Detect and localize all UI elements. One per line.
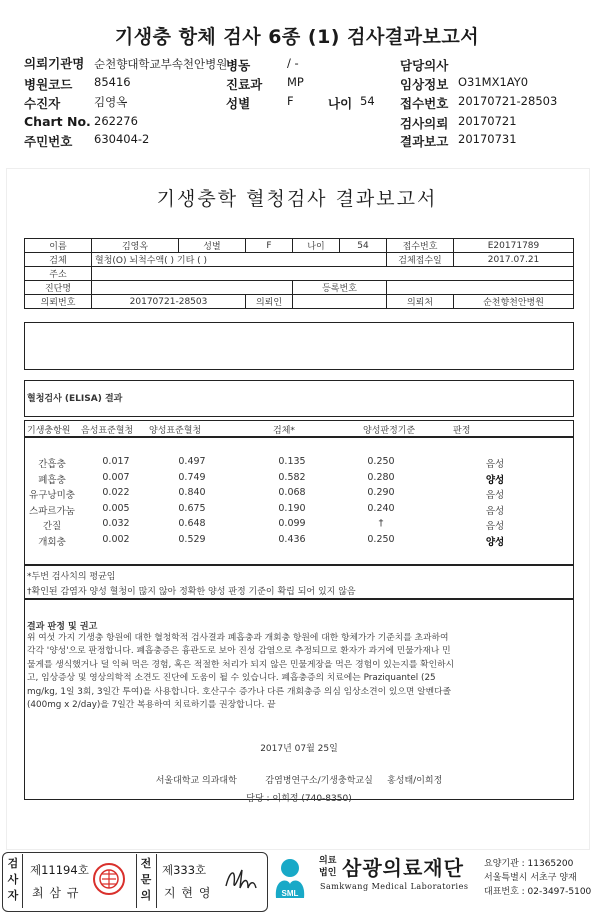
value-request-date: 20170721 xyxy=(458,114,517,128)
result-row xyxy=(24,487,574,502)
label-report-date: 결과보고 xyxy=(400,134,449,149)
result-cell-result: 음성 xyxy=(485,490,505,502)
pathologist-name: 지 현 영 xyxy=(164,886,212,900)
result-cell-result: 양성 xyxy=(485,474,505,486)
result-cell-neg: 0.002 xyxy=(102,534,130,545)
info-name-label: 이름 xyxy=(25,239,92,253)
conclusion-line: 물게를 생식했거나 덜 익혀 먹은 경험, 혹은 적절한 처리가 되지 않은 민물게장을 먹은 경험이 있는지를 확인하시 xyxy=(27,659,455,670)
logo-small-2: 법인 xyxy=(319,868,337,878)
info-recv-label: 접수번호 xyxy=(387,239,454,253)
company-address: 서울특별시 서초구 양재 xyxy=(484,873,577,883)
svg-text:SML: SML xyxy=(281,889,299,898)
conclusion-box xyxy=(24,598,574,804)
info-inst-label: 의뢰처 xyxy=(387,295,454,309)
info-name: 김영옥 xyxy=(92,239,179,253)
pathologist-no: 제333호 xyxy=(162,863,207,877)
label-request-date: 검사의뢰 xyxy=(400,116,449,131)
result-cell-cutoff: 0.250 xyxy=(367,456,395,467)
info-doctor-label: 의뢰인 xyxy=(246,295,293,309)
value-report-date: 20170731 xyxy=(458,132,517,146)
result-cell-pos: 0.497 xyxy=(178,456,206,467)
value-sex: F xyxy=(287,94,294,108)
info-address xyxy=(92,267,574,281)
contact-line: 담당 : 이희정 (740-8350) xyxy=(246,794,352,804)
pathologist-label: 전문의 xyxy=(140,857,152,902)
label-age: 나이 xyxy=(328,96,353,111)
conclusion-line: 각각 '양성'으로 판정합니다. 폐흡충증은 흉관도로 보아 진성 감염으로 추정되므로 환자가 과거에 민물가재나 민 xyxy=(27,646,451,657)
info-age: 54 xyxy=(340,239,387,253)
result-row xyxy=(24,518,574,533)
value-age: 54 xyxy=(360,94,375,108)
label-sex: 성별 xyxy=(226,96,251,111)
note-average: *두번 검사치의 평균임 xyxy=(27,572,116,582)
elisa-title-box xyxy=(24,380,574,417)
info-diagnosis xyxy=(92,281,293,295)
sml-logo-icon xyxy=(272,854,318,902)
label-chart-no: Chart No. xyxy=(24,114,91,129)
company-name: 삼광의료재단 xyxy=(342,856,464,880)
result-cell-pos: 0.648 xyxy=(178,518,206,530)
result-cell-neg: 0.007 xyxy=(102,471,130,483)
result-cell-result: 음성 xyxy=(485,459,505,470)
result-cell-cutoff: 0.280 xyxy=(367,471,395,483)
col-antigen: 기생충항원 xyxy=(27,426,71,436)
result-cell-antigen: 개회충 xyxy=(38,537,66,548)
inspector-label: 검사자 xyxy=(7,857,19,902)
divider xyxy=(22,854,23,908)
company-name-en: Samkwang Medical Laboratories xyxy=(320,882,469,891)
info-recv: E20171789 xyxy=(454,239,574,253)
label-department: 진료과 xyxy=(226,77,263,92)
result-cell-cutoff: 0.240 xyxy=(367,502,395,514)
logo-small-1: 의료 xyxy=(319,856,337,866)
conclusion-line: (400mg x 2/day)을 7일간 복용하여 치료하기를 권장합니다. 끝 xyxy=(27,700,276,711)
info-req-label: 의뢰번호 xyxy=(25,295,92,309)
col-sample: 검체* xyxy=(273,426,295,436)
org-line: 서울대학교 의과대학 감염병연구소/기생충학교실 홍성태/이희정 xyxy=(155,776,443,786)
col-positive-std: 양성표준혈청 xyxy=(149,426,202,436)
label-clinical-info: 임상정보 xyxy=(400,77,449,92)
info-specimen-label: 검체 xyxy=(25,253,92,267)
conclusion-line: 고, 임상증상 및 영상의학적 소견도 진단에 도움이 될 수 있습니다. 폐흡충증의 치료에는 Praziquantel (25 xyxy=(27,673,436,684)
info-age-label: 나이 xyxy=(293,239,340,253)
result-cell-sample: 0.190 xyxy=(278,502,306,514)
report-title: 기생충 항체 검사 6종 (1) 검사결과보고서 xyxy=(114,26,480,48)
result-cell-cutoff: † xyxy=(378,518,384,530)
value-institution: 순천향대학교부속천안병원 xyxy=(94,57,228,71)
sheet-title: 기생충학 혈청검사 결과보고서 xyxy=(156,188,438,210)
result-cell-antigen: 간흡충 xyxy=(38,459,66,470)
red-seal-icon xyxy=(92,862,126,896)
company-phone: 대표번호 : 02-3497-5100 xyxy=(484,887,592,897)
elisa-title: 혈청검사 (ELISA) 결과 xyxy=(27,394,123,404)
result-cell-result: 양성 xyxy=(485,537,505,548)
conclusion-text xyxy=(27,632,571,712)
result-cell-sample: 0.436 xyxy=(278,534,306,545)
info-reg-label: 등록번호 xyxy=(293,281,387,295)
result-cell-sample: 0.068 xyxy=(278,487,306,499)
note-cutoff: †확인된 감염자 양성 혈청이 많지 않아 정확한 양성 판정 기준이 확립 되어 있지 않음 xyxy=(27,587,356,597)
result-cell-sample: 0.135 xyxy=(278,456,306,467)
info-req: 20170721-28503 xyxy=(92,295,246,309)
conclusion-line: 위 여섯 가지 기생충 항원에 대한 혈청학적 검사결과 폐흡충과 개회충 항원에 대한 항체가가 기준치를 초과하여 xyxy=(27,633,449,643)
value-department: MP xyxy=(287,75,304,89)
conclusion-line: mg/kg, 1일 3회, 3일간 투여)을 사용합니다. 호산구수 증가나 다른 개회충증 의심 임상소견이 있으면 알벤다졸 xyxy=(27,686,452,697)
label-patient: 수진자 xyxy=(24,96,61,111)
conclusion-title: 결과 판정 및 권고 xyxy=(27,622,98,632)
footer xyxy=(0,848,594,917)
divider xyxy=(156,854,157,908)
value-hospital-code: 85416 xyxy=(94,75,131,89)
result-cell-pos: 0.749 xyxy=(178,471,206,483)
result-cell-neg: 0.005 xyxy=(102,502,130,514)
result-cell-antigen: 간질 xyxy=(42,521,62,533)
value-receipt-no: 20170721-28503 xyxy=(458,94,558,108)
info-diagnosis-label: 진단명 xyxy=(25,281,92,295)
col-negative-std: 음성표준혈청 xyxy=(81,426,134,436)
info-sex-label: 성별 xyxy=(179,239,246,253)
result-row xyxy=(24,472,574,487)
result-cell-pos: 0.675 xyxy=(178,502,206,514)
label-doctor: 담당의사 xyxy=(400,58,449,73)
col-cutoff: 양성판정기준 xyxy=(363,426,416,436)
result-cell-cutoff: 0.250 xyxy=(367,534,395,545)
org-code: 요양기관 : 11365200 xyxy=(484,859,574,869)
patient-info-table xyxy=(24,238,574,309)
notes-box xyxy=(24,564,574,600)
result-row xyxy=(24,503,574,518)
result-cell-pos: 0.529 xyxy=(178,534,206,545)
divider xyxy=(136,854,137,908)
result-cell-sample: 0.582 xyxy=(278,471,306,483)
result-cell-neg: 0.032 xyxy=(102,518,130,530)
inspector-no: 제11194호 xyxy=(30,863,89,877)
result-cell-antigen: 스파르가눔 xyxy=(29,505,75,517)
result-cell-neg: 0.017 xyxy=(102,456,130,467)
result-row xyxy=(24,534,574,549)
result-row xyxy=(24,456,574,471)
value-patient: 김영옥 xyxy=(94,95,128,109)
result-cell-pos: 0.840 xyxy=(178,487,206,499)
result-cell-neg: 0.022 xyxy=(102,487,130,499)
info-date-label: 검체접수일 xyxy=(387,253,454,267)
value-ward: / - xyxy=(287,56,299,70)
label-institution: 의뢰기관명 xyxy=(24,56,85,71)
value-chart-no: 262276 xyxy=(94,114,138,128)
label-hospital-code: 병원코드 xyxy=(24,77,73,92)
inspector-name: 최 삼 규 xyxy=(32,886,80,900)
result-cell-antigen: 폐흡충 xyxy=(38,474,66,486)
report-date: 2017년 07월 25일 xyxy=(260,744,338,754)
result-cell-result: 음성 xyxy=(485,505,505,517)
info-sex: F xyxy=(246,239,293,253)
col-result: 판정 xyxy=(453,426,471,436)
info-specimen: 혈청(O) 뇌척수액( ) 기타 ( ) xyxy=(92,253,387,267)
info-doctor xyxy=(293,295,387,309)
result-cell-cutoff: 0.290 xyxy=(367,487,395,499)
result-cell-sample: 0.099 xyxy=(278,518,306,530)
info-date: 2017.07.21 xyxy=(454,253,574,267)
remark-box xyxy=(24,322,574,370)
info-inst: 순천향천안병원 xyxy=(454,295,574,309)
value-resident-no: 630404-2 xyxy=(94,132,150,146)
info-address-label: 주소 xyxy=(25,267,92,281)
label-resident-no: 주민번호 xyxy=(24,134,73,149)
signature-scribble xyxy=(222,864,260,894)
label-receipt-no: 접수번호 xyxy=(400,96,449,111)
label-ward: 병동 xyxy=(226,58,251,73)
info-reg xyxy=(387,281,574,295)
result-cell-result: 음성 xyxy=(485,521,505,533)
value-clinical-info: O31MX1AY0 xyxy=(458,75,529,89)
result-cell-antigen: 유구낭미충 xyxy=(29,490,75,502)
